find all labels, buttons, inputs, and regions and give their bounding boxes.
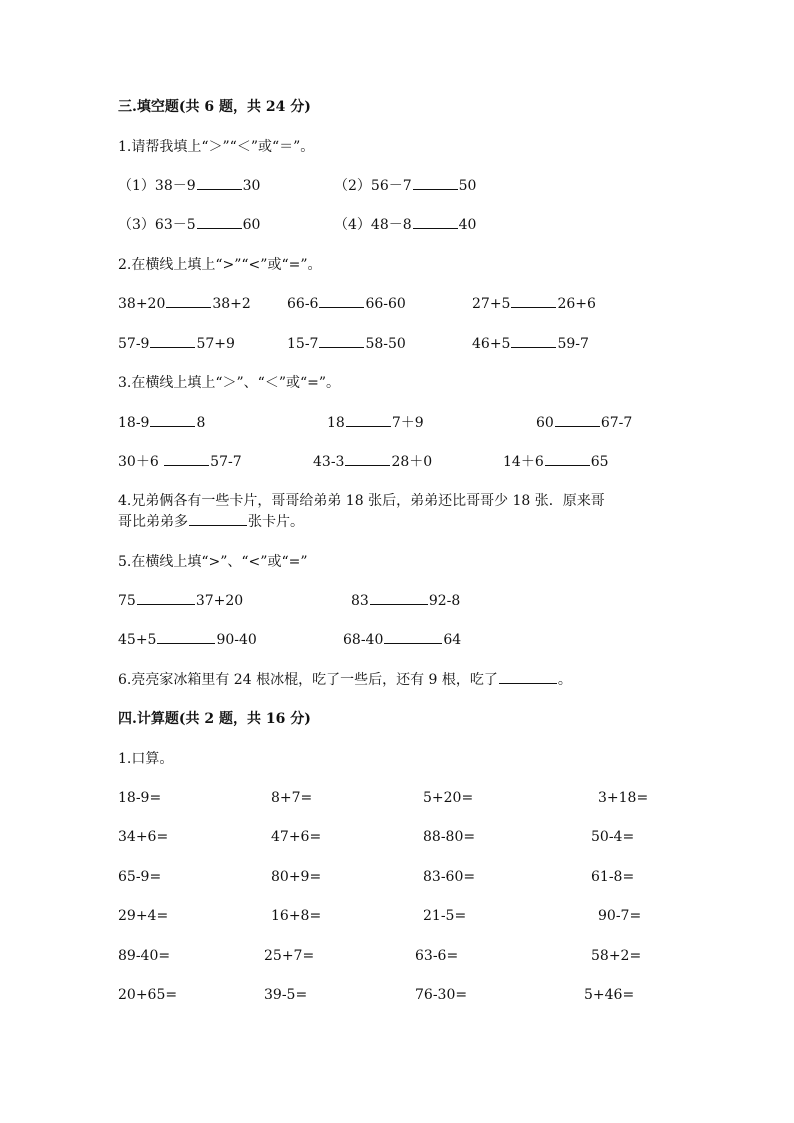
- answer-blank[interactable]: [137, 592, 195, 605]
- section-3-title: 三.填空题(共 6 题，共 24 分): [118, 99, 311, 115]
- answer-blank[interactable]: [197, 216, 242, 229]
- calc-item: 39-5=: [264, 987, 308, 1003]
- calc-item: 20+65=: [118, 987, 178, 1003]
- answer-blank[interactable]: [189, 513, 247, 526]
- question-6: 6.亮亮家冰箱里有 24 根冰棍，吃了一些后，还有 9 根，吃了 。: [118, 672, 572, 688]
- question-3-prompt: 3.在横线上填上“＞”、“＜”或“=”。: [118, 375, 341, 391]
- answer-blank[interactable]: [555, 414, 600, 427]
- answer-blank[interactable]: [511, 295, 556, 308]
- q3-item-3: 60 67-7: [536, 415, 633, 431]
- answer-blank[interactable]: [345, 453, 390, 466]
- calc-item: 76-30=: [415, 987, 468, 1003]
- answer-blank[interactable]: [157, 631, 215, 644]
- answer-blank[interactable]: [166, 295, 211, 308]
- answer-blank[interactable]: [319, 335, 364, 348]
- q1-item-4: （4）48－8 40: [334, 217, 477, 233]
- calc-item: 47+6=: [271, 829, 322, 845]
- calc-item: 83-60=: [423, 869, 476, 885]
- calc-item: 63-6=: [415, 948, 459, 964]
- calc-item: 65-9=: [118, 869, 162, 885]
- q5-item-4: 68-40 64: [343, 632, 462, 648]
- q1-item-3: （3）63－5 60: [118, 217, 261, 233]
- q2-item-3: 27+5 26+6: [472, 296, 596, 312]
- q3-item-6: 14＋6 65: [503, 454, 609, 470]
- calc-item: 89-40=: [118, 948, 171, 964]
- calc-item: 88-80=: [423, 829, 476, 845]
- q5-item-1: 75 37+20: [118, 593, 244, 609]
- q5-item-2: 83 92-8: [351, 593, 461, 609]
- calc-item: 34+6=: [118, 829, 169, 845]
- q5-item-3: 45+5 90-40: [118, 632, 257, 648]
- calc-item: 61-8=: [591, 869, 635, 885]
- calc-question-1-prompt: 1.口算。: [118, 751, 174, 767]
- calc-item: 5+46=: [584, 987, 635, 1003]
- answer-blank[interactable]: [413, 177, 458, 190]
- q3-item-2: 18 7＋9: [327, 415, 424, 431]
- calc-item: 5+20=: [423, 790, 474, 806]
- calc-item: 18-9=: [118, 790, 162, 806]
- calc-item: 16+8=: [271, 908, 322, 924]
- q3-item-4: 30＋6 57-7: [118, 454, 242, 470]
- answer-blank[interactable]: [346, 414, 391, 427]
- calc-item: 50-4=: [591, 829, 635, 845]
- answer-blank[interactable]: [150, 414, 195, 427]
- calc-item: 3+18=: [598, 790, 649, 806]
- section-4-title: 四.计算题(共 2 题，共 16 分): [118, 711, 311, 727]
- calc-item: 25+7=: [264, 948, 315, 964]
- q3-item-1: 18-9 8: [118, 415, 206, 431]
- q1-item-2: （2）56－7 50: [334, 178, 477, 194]
- calc-item: 21-5=: [423, 908, 467, 924]
- answer-blank[interactable]: [511, 335, 556, 348]
- calc-item: 58+2=: [591, 948, 642, 964]
- answer-blank[interactable]: [197, 177, 242, 190]
- question-1-prompt: 1.请帮我填上“＞”“＜”或“＝”。: [118, 139, 315, 155]
- question-2-prompt: 2.在横线上填上“>”“<”或“=”。: [118, 257, 322, 273]
- question-4-line-2: 哥比弟弟多 张卡片。: [118, 514, 304, 530]
- answer-blank[interactable]: [384, 631, 442, 644]
- answer-blank[interactable]: [499, 671, 557, 684]
- question-5-prompt: 5.在横线上填“>”、“<”或“=”: [118, 554, 308, 570]
- q2-item-6: 46+5 59-7: [472, 336, 589, 352]
- q1-item-1: （1）38－9 30: [118, 178, 261, 194]
- calc-item: 80+9=: [271, 869, 322, 885]
- answer-blank[interactable]: [319, 295, 364, 308]
- calc-item: 90-7=: [598, 908, 642, 924]
- answer-blank[interactable]: [164, 453, 209, 466]
- q2-item-5: 15-7 58-50: [287, 336, 406, 352]
- answer-blank[interactable]: [545, 453, 590, 466]
- answer-blank[interactable]: [150, 335, 195, 348]
- q2-item-2: 66-6 66-60: [287, 296, 406, 312]
- q2-item-1: 38+20 38+2: [118, 296, 251, 312]
- calc-item: 29+4=: [118, 908, 169, 924]
- q3-item-5: 43-3 28＋0: [313, 454, 433, 470]
- answer-blank[interactable]: [370, 592, 428, 605]
- calc-item: 8+7=: [271, 790, 313, 806]
- answer-blank[interactable]: [413, 216, 458, 229]
- question-4-line-1: 4.兄弟俩各有一些卡片，哥哥给弟弟 18 张后，弟弟还比哥哥少 18 张．原来哥: [118, 493, 605, 509]
- q2-item-4: 57-9 57+9: [118, 336, 235, 352]
